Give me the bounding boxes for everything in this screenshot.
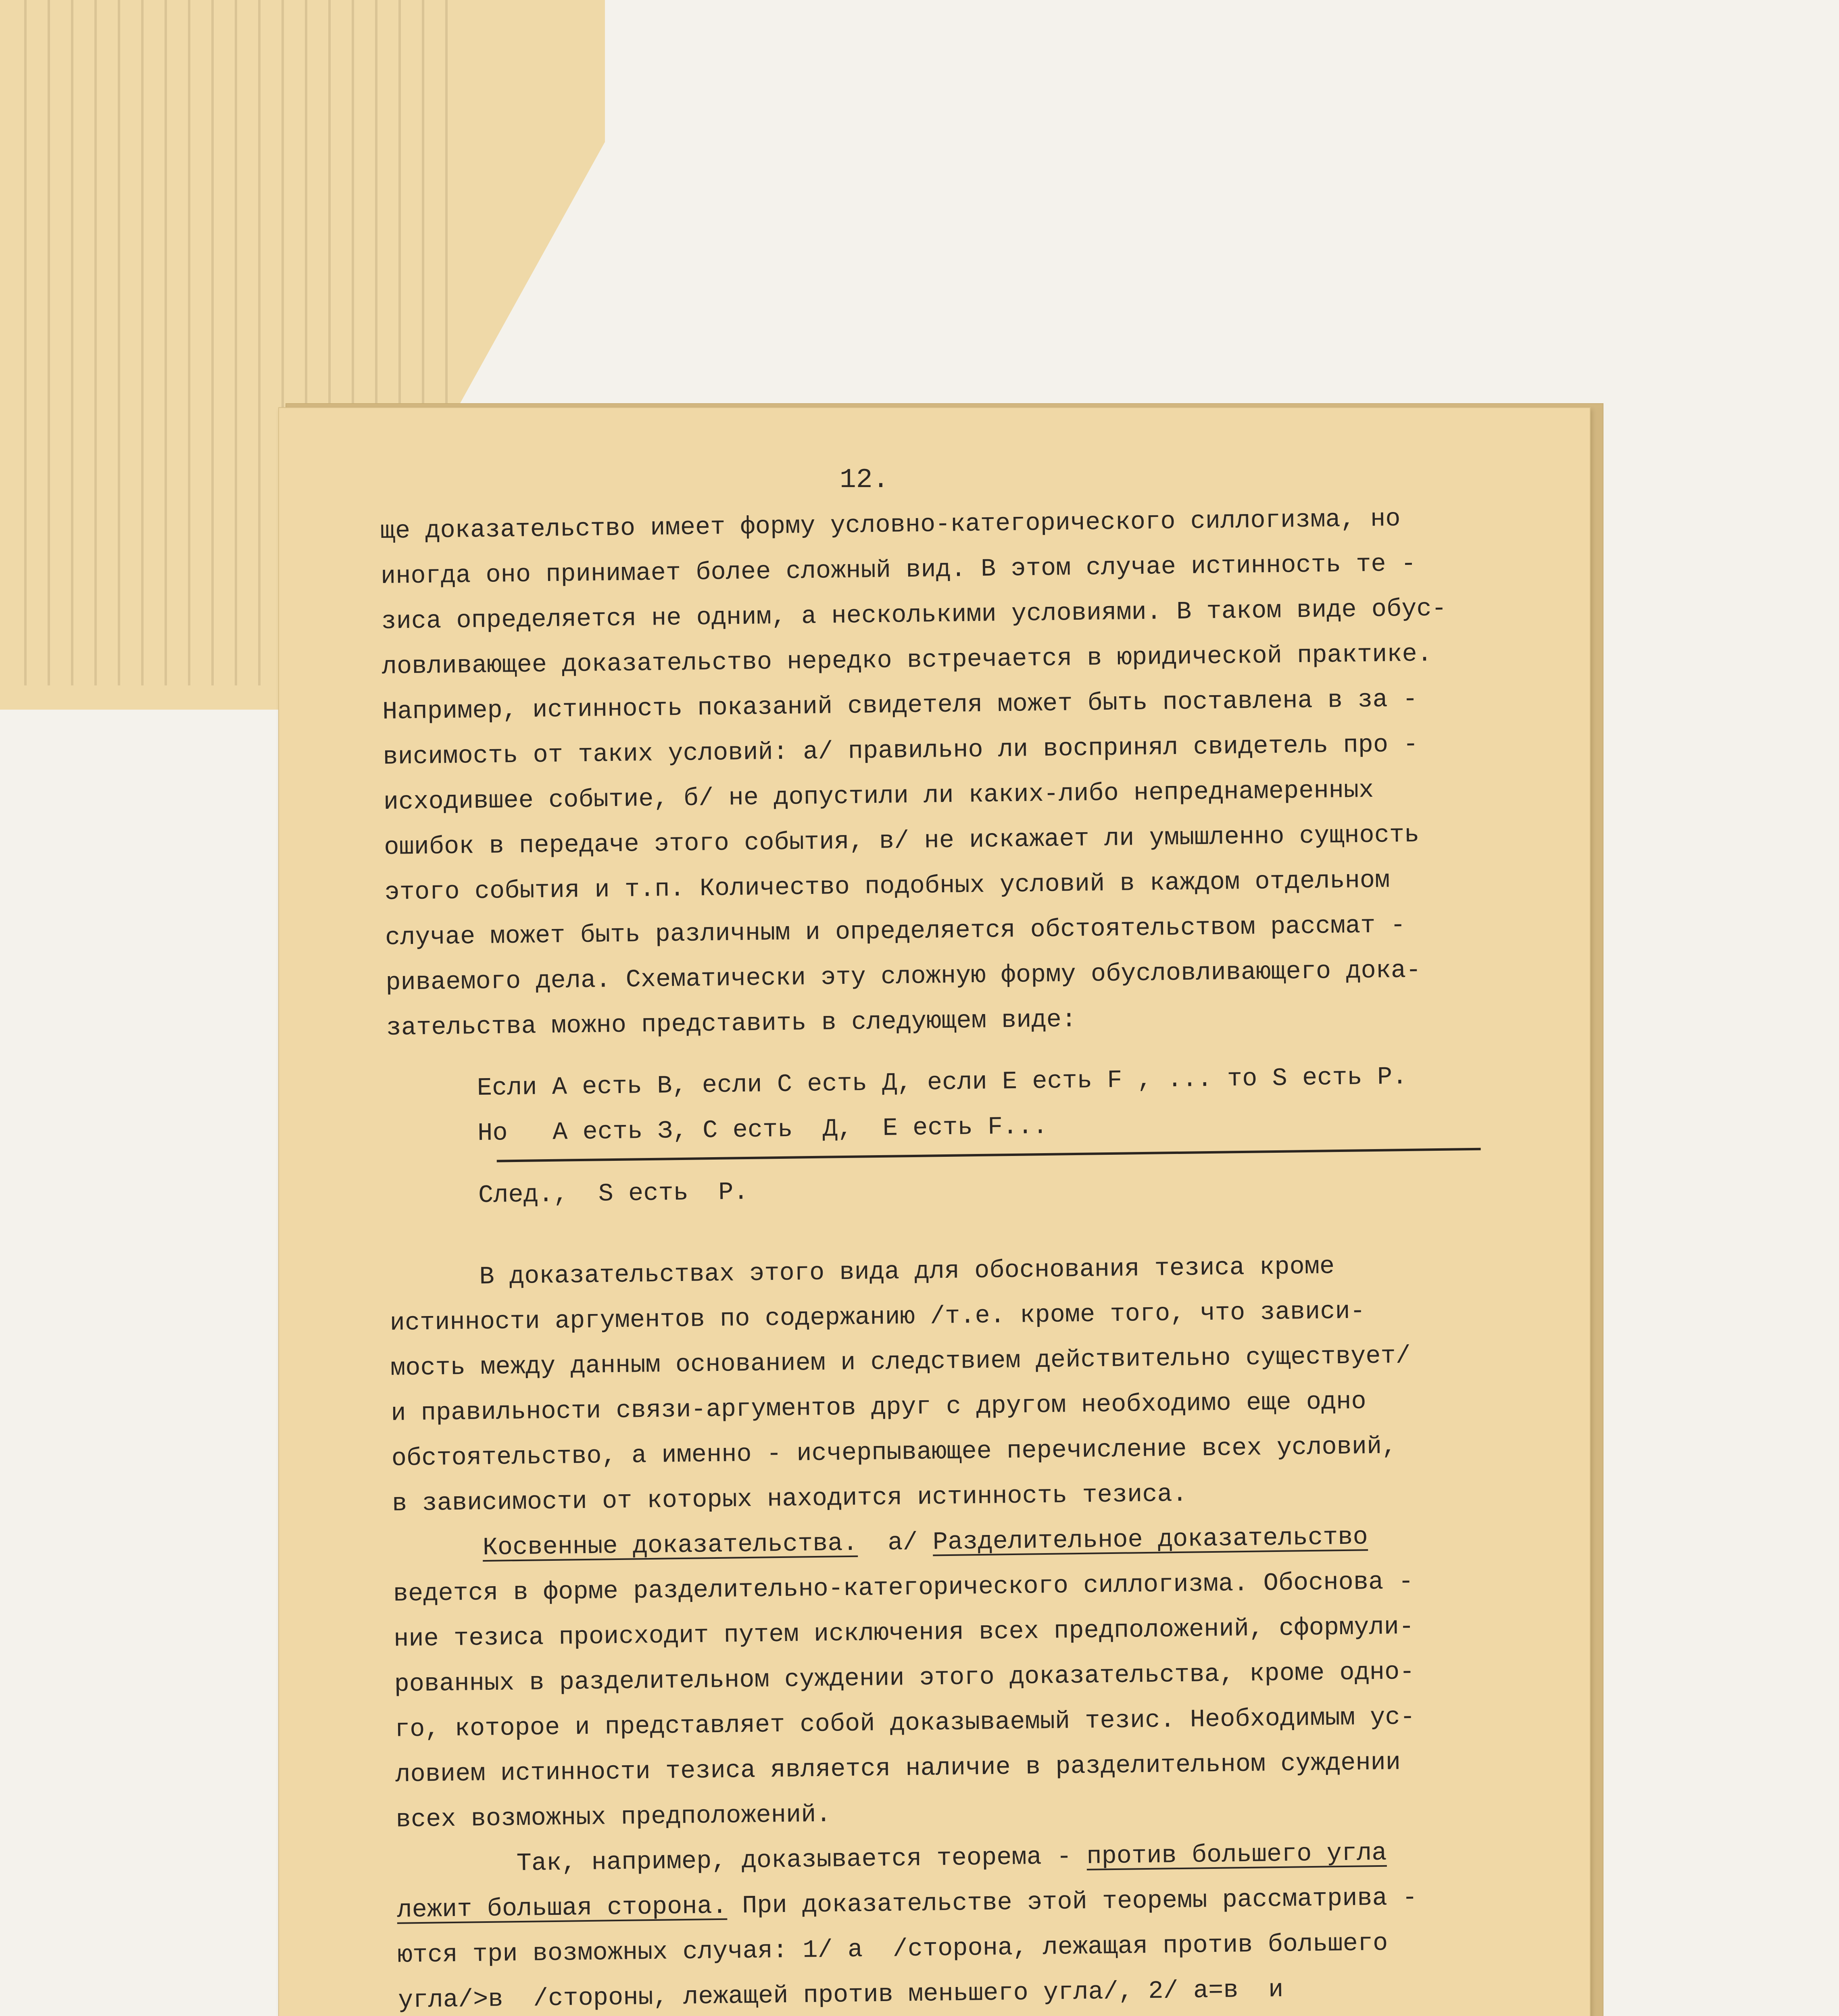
syllogism-schema [387,1052,1558,1219]
subsection-title: Разделительное доказательство [932,1522,1368,1557]
text-line: ведется в форме разделительно-категорического силлогизма. Обоснова - [393,1567,1414,1608]
text-line: истинности аргументов по содержанию /т.е. кроме того, что зависи- [390,1297,1366,1337]
text-line: зиса определяется не одним, а несколькими условиями. В таком виде обус- [381,594,1447,636]
text-line: угла/>в /стороны, лежащей против меньшего угла/, 2/ а=в и [398,1975,1284,2015]
typewritten-page [278,407,1591,2016]
text-line: рованных в разделительном суждении этого доказательства, кроме одно- [394,1657,1415,1699]
theorem-text: лежит большая сторона. [397,1891,728,1924]
text-line: В доказательствах этого вида для обоснования тезиса кроме [389,1252,1335,1292]
schema-minor-premise: Но А есть З, С есть Д, Е есть F... [387,1112,1048,1149]
text-line: ловием истинности тезиса является наличие в разделительном суждении [395,1748,1401,1789]
text-line: и правильности связи-аргументов друг с другом необходимо еще одно [390,1387,1367,1428]
text-line: в зависимости от которых находится истинность тезиса. [392,1479,1188,1518]
text-line: всех возможных предположений. [396,1800,832,1834]
text-line: этого события и т.п. Количество подобных условий в каждом отдельном [384,866,1390,907]
text-span: а/ [857,1528,933,1558]
text-line: ловливающее доказательство нередко встречается в юридической практике. [382,639,1432,681]
section-title: Косвенные доказательства. [482,1529,858,1562]
text-line: ще доказательство имеет форму условно-категорического силлогизма, но [380,504,1401,546]
text-line: иногда оно принимает более сложный вид. В этом случае истинность те - [380,549,1416,591]
page-body [380,495,1572,2016]
page-number: 12. [840,464,889,496]
text-line: случае может быть различным и определяется обстоятельством рассмат - [385,911,1406,952]
text-line: ются три возможных случая: 1/ а /сторона, лежащая против большего [397,1929,1388,1970]
text-span: При доказательстве этой теоремы рассматрива - [727,1883,1418,1920]
text-line: риваемого дела. Схематически эту сложную форму обусловливающего дока- [385,956,1421,997]
text-line: мость между данным основанием и следствием действительно существует/ [390,1341,1411,1383]
text-line: зательства можно представить в следующем виде: [386,1005,1077,1042]
text-line: обстоятельство, а именно - исчерпывающее перечисление всех условий, [391,1432,1397,1473]
text-span: Так, например, доказывается теорема - [396,1842,1087,1879]
schema-major-premise: Если А есть В, если С есть Д, если Е есть F , ... то S есть Р. [387,1062,1407,1104]
text-line: Например, истинность показаний свидетеля может быть поставлена в за - [382,685,1418,726]
text-line: ошибок в передаче этого события, в/ не искажает ли умышленно сущность [384,820,1420,862]
theorem-text: против большего угла [1086,1838,1387,1871]
text-line: ние тезиса происходит путем исключения всех предположений, сформули- [393,1612,1414,1654]
text-line: го, которое и представляет собой доказываемый тезис. Необходимым ус- [394,1702,1416,1744]
schema-conclusion: След., S есть Р. [388,1177,749,1211]
text-line: исходившее событие, б/ не допустили ли каких-либо непреднамеренных [383,775,1374,816]
indent [392,1533,483,1563]
text-line: висимость от таких условий: а/ правильно ли воспринял свидетель про - [383,730,1418,771]
